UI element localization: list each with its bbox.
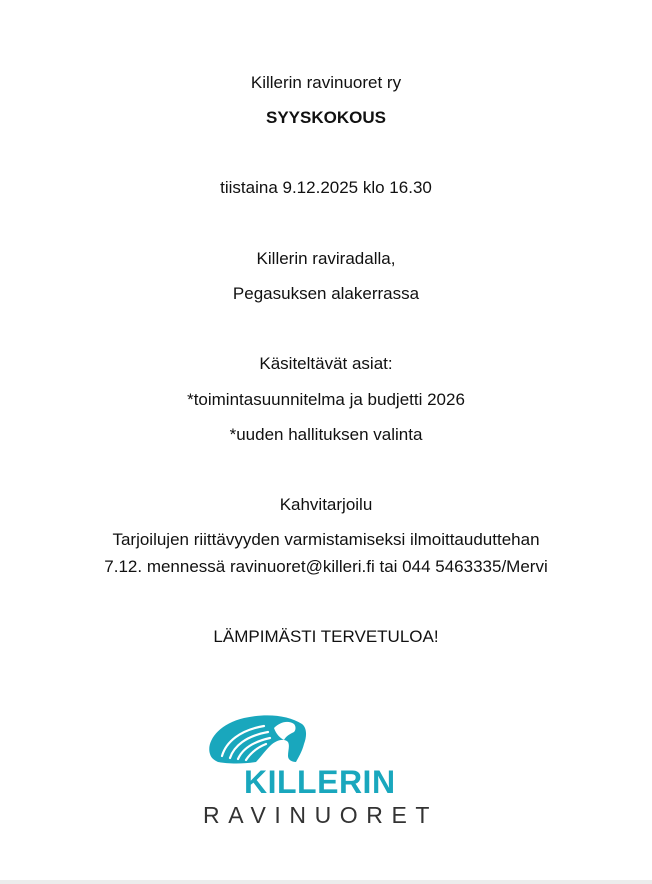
killerin-ravinuoret-logo xyxy=(200,712,450,832)
meeting-datetime: tiistaina 9.12.2025 klo 16.30 xyxy=(220,178,432,197)
welcome-text: LÄMPIMÄSTI TERVETULOA! xyxy=(213,627,439,646)
meeting-location-line2: Pegasuksen alakerrassa xyxy=(232,284,420,303)
agenda-heading: Käsiteltävät asiat: xyxy=(259,354,393,373)
horse-head-icon xyxy=(204,712,308,766)
organization-name: Killerin ravinuoret ry xyxy=(250,73,402,92)
registration-line2: 7.12. mennessä ravinuoret@killeri.fi tai 044 5463335/Mervi xyxy=(104,557,548,576)
registration-line1: Tarjoilujen riittävyyden varmistamiseksi ilmoittauduttehan xyxy=(112,530,540,549)
meeting-title: SYYSKOKOUS xyxy=(266,108,386,127)
agenda-item: *toimintasuunnitelma ja budjetti 2026 xyxy=(187,390,465,409)
logo-name: KILLERIN xyxy=(244,764,396,800)
meeting-location-line1: Killerin raviradalla, xyxy=(256,249,396,268)
logo-subtitle: RAVINUORET xyxy=(203,802,439,828)
page-bottom-divider xyxy=(0,880,652,884)
agenda-item: *uuden hallituksen valinta xyxy=(229,425,423,444)
refreshments-note: Kahvitarjoilu xyxy=(279,495,373,514)
